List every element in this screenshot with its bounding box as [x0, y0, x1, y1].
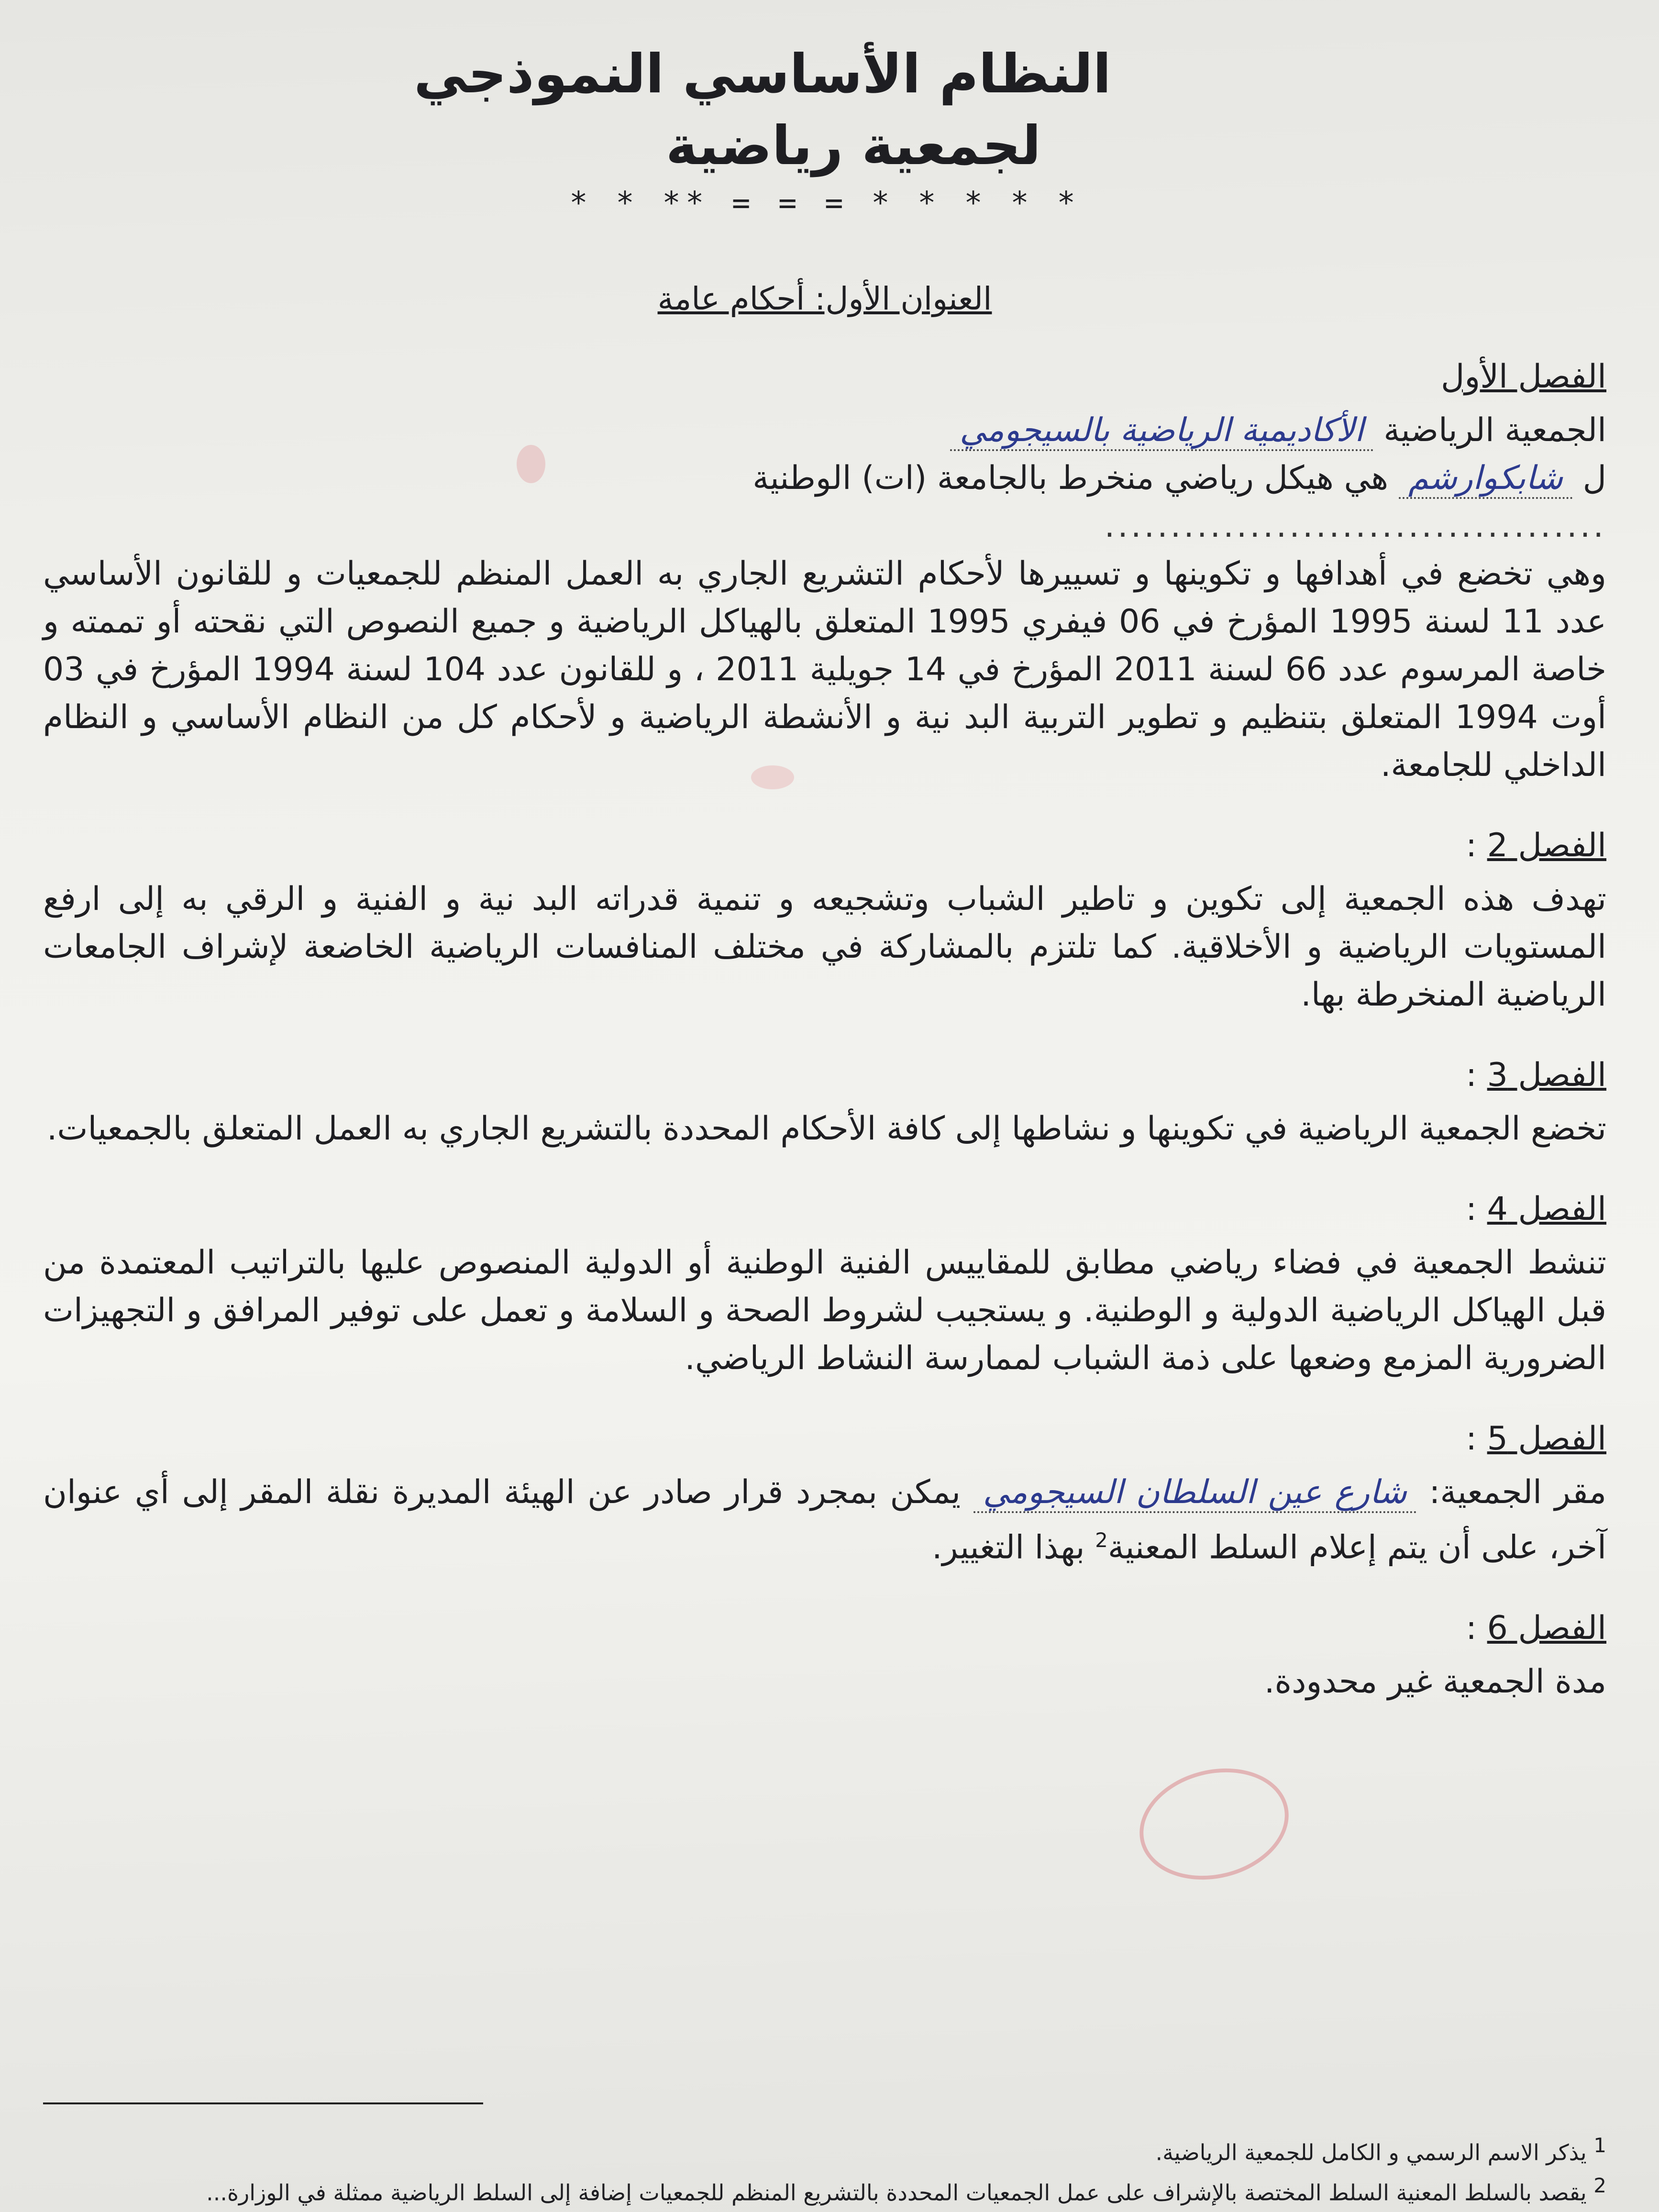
- chapter-title: الفصل 2: [1487, 827, 1606, 864]
- headquarters-text: يمكن بمجرد قرار صادر عن الهيئة المديرة نقلة المقر إلى أي عنوان آخر، على أن يتم إعلام السلط المعنية: [43, 1473, 1606, 1567]
- association-label: الجمعية الرياضية: [1383, 411, 1606, 449]
- faint-stamp-mark: [1128, 1753, 1300, 1895]
- footnote-2: [43, 2169, 1606, 2209]
- chapter-heading: [43, 1052, 1606, 1105]
- chapter-body-text: مدة الجمعية غير محدودة.: [1264, 1662, 1606, 1701]
- footnotes: [43, 2129, 1606, 2210]
- chapter-1-line-2: [43, 454, 1606, 502]
- footnote-1: [43, 2129, 1606, 2169]
- chapter-colon: :: [1466, 827, 1477, 864]
- blank-fill-dots: ......................................: [1104, 507, 1606, 545]
- federation-text: هي هيكل رياضي منخرط بالجامعة (ات) الوطنية: [752, 459, 1389, 497]
- handwritten-association-name: الأكاديمية الرياضية بالسيجومي: [950, 411, 1373, 451]
- chapter-3: [43, 1052, 1606, 1153]
- part-heading: العنوان الأول: أحكام عامة: [657, 280, 992, 317]
- chapter-title: الفصل 5: [1487, 1420, 1606, 1458]
- chapter-6: [43, 1605, 1606, 1706]
- footnote-text: يذكر الاسم الرسمي و الكامل للجمعية الرياضية.: [1155, 2139, 1587, 2166]
- document-title: [43, 38, 1606, 182]
- chapter-1-dots: [43, 502, 1606, 550]
- chapter-5: [43, 1416, 1606, 1572]
- footnote-divider: [43, 2102, 483, 2104]
- chapter-colon: :: [1466, 1056, 1477, 1094]
- footnote-reference: 2: [1095, 1528, 1108, 1552]
- chapter-4: [43, 1186, 1606, 1382]
- handwritten-federation-name: شابكوارشم: [1399, 459, 1572, 499]
- chapter-2: [43, 823, 1606, 1019]
- chapter-colon: :: [1466, 1609, 1477, 1647]
- footnote-text: يقصد بالسلط المعنية السلط المختصة بالإشراف على عمل الجمعيات المحددة بالتشريع المنظم للجمعيات إضافة إلى السلط الرياضية ممثلة في الوزارة...: [206, 2179, 1587, 2206]
- chapter-colon: :: [1466, 1190, 1477, 1228]
- footnote-marker: 1: [1593, 2134, 1606, 2157]
- headquarters-label: مقر الجمعية:: [1429, 1473, 1606, 1511]
- title-line-2: لجمعية رياضية: [665, 115, 1041, 177]
- chapter-heading: [43, 1416, 1606, 1469]
- chapter-heading: [43, 1605, 1606, 1658]
- chapter-colon: :: [1466, 1420, 1477, 1458]
- line-prefix: ل: [1582, 459, 1606, 497]
- chapter-1: [43, 354, 1606, 789]
- chapter-heading: [43, 823, 1606, 875]
- handwritten-address: شارع عين السلطان السيجومي: [973, 1473, 1416, 1513]
- chapter-title: الفصل 3: [1487, 1056, 1606, 1094]
- headquarters-text-end: بهذا التغيير.: [931, 1528, 1085, 1567]
- footnote-marker: 2: [1593, 2174, 1606, 2198]
- chapter-body-text: [43, 1469, 1606, 1572]
- chapter-body-text: تنشط الجمعية في فضاء رياضي مطابق للمقاييس الفنية الوطنية أو الدولية المنصوص عليها بالتراتيب المعتمدة من قبل الهياكل الرياضية الدولية و الوطنية. و يستجيب لشروط الصحة و السلامة و تعمل على توفير المرافق و التجهيزات الضرورية المزمع وضعها على ذمة الشباب لممارسة النشاط الرياضي.: [43, 1244, 1606, 1377]
- chapter-body-text: تخضع الجمعية الرياضية في تكوينها و نشاطها إلى كافة الأحكام المحددة بالتشريع الجاري به العمل المتعلق بالجمعيات.: [46, 1110, 1606, 1148]
- title-line-1: النظام الأساسي النموذجي: [414, 43, 1111, 105]
- chapter-1-line-1: [43, 407, 1606, 454]
- chapter-title: الفصل الأول: [1440, 358, 1606, 396]
- chapter-title: الفصل 4: [1487, 1190, 1606, 1228]
- chapter-body-text: تهدف هذه الجمعية إلى تكوين و تاطير الشباب وتشجيعه و تنمية قدراته البد نية و الفنية و الرقي به إلى ارفع المستويات الرياضية و الأخلاقية. كما تلتزم بالمشاركة في مختلف المنافسات الرياضية الخاضعة لإشراف الجامعات الرياضية المنخرطة بها.: [43, 880, 1606, 1014]
- document-body: [43, 19, 1606, 1706]
- chapter-heading: [43, 1186, 1606, 1239]
- chapter-body-text: وهي تخضع في أهدافها و تكوينها و تسييرها لأحكام التشريع الجاري به العمل المنظم للجمعيات و للقانون الأساسي عدد 11 لسنة 1995 المؤرخ في 06 فيفري 1995 المتعلق بالهياكل الرياضية و جميع النصوص التي نقحته أو تممته و خاصة المرسوم عدد 66 لسنة 2011 المؤرخ في 14 جويلية 2011 ، و للقانون عدد 104 لسنة 1994 المؤرخ في 03 أوت 1994 المتعلق بتنظيم و تطوير التربية البد نية و الأنشطة الرياضية و لأحكام كل من النظام الأساسي و النظام الداخلي للجامعة.: [43, 555, 1607, 784]
- title-decoration: * * * * * = = = ** * *: [569, 186, 1080, 221]
- chapter-title: الفصل 6: [1487, 1609, 1606, 1647]
